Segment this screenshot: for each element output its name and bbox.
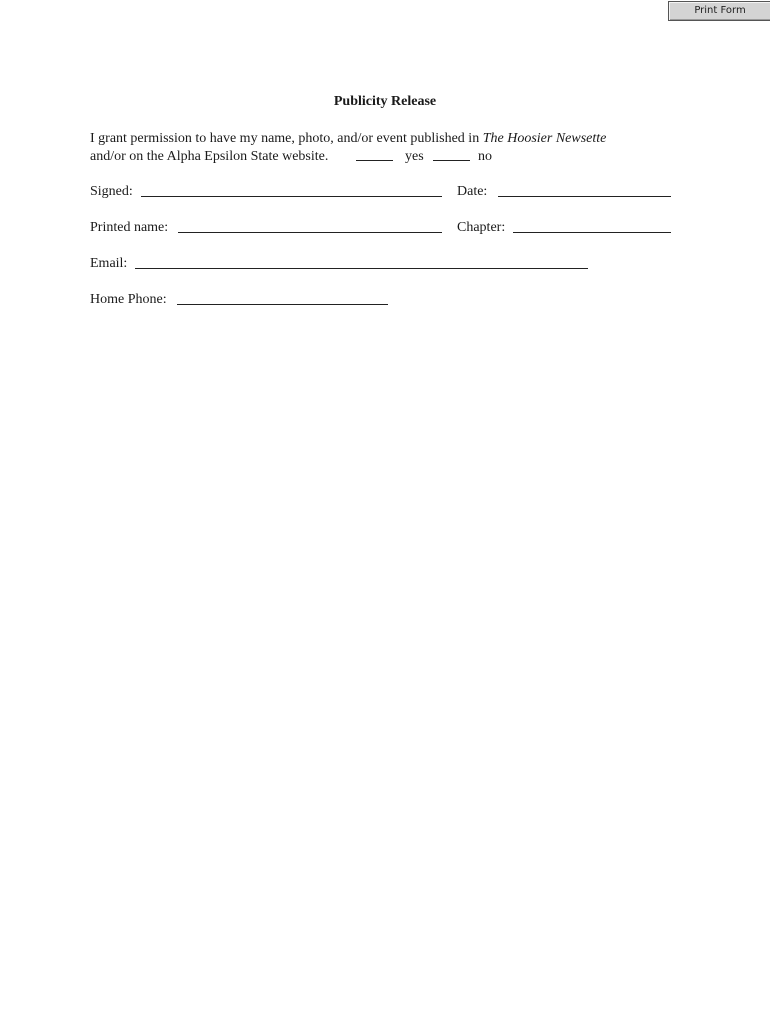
printed-name-label: Printed name: <box>90 220 169 235</box>
signed-label: Signed: <box>90 184 133 199</box>
permission-statement-line2 <box>90 148 328 165</box>
print-form-button[interactable]: Print Form <box>668 1 770 21</box>
printed-name-field[interactable] <box>178 218 442 233</box>
chapter-field[interactable] <box>513 218 671 233</box>
no-label: no <box>478 149 492 164</box>
date-label: Date: <box>457 184 488 199</box>
yes-blank-field[interactable] <box>356 146 393 161</box>
form-title: Publicity Release <box>333 94 437 109</box>
chapter-label: Chapter: <box>457 220 506 235</box>
email-field[interactable] <box>135 254 588 269</box>
home-phone-field[interactable] <box>177 290 388 305</box>
publication-name: The Hoosier Newsette <box>482 131 607 146</box>
date-field[interactable] <box>498 182 671 197</box>
email-label: Email: <box>90 256 128 271</box>
permission-text-line2: and/or on the Alpha Epsilon State website. <box>90 149 329 164</box>
home-phone-label: Home Phone: <box>90 292 167 307</box>
no-blank-field[interactable] <box>433 146 470 161</box>
yes-label: yes <box>405 149 424 164</box>
permission-text: I grant permission to have my name, photo, and/or event published in <box>90 131 483 146</box>
signed-field[interactable] <box>141 182 442 197</box>
permission-statement-line1 <box>90 130 606 147</box>
